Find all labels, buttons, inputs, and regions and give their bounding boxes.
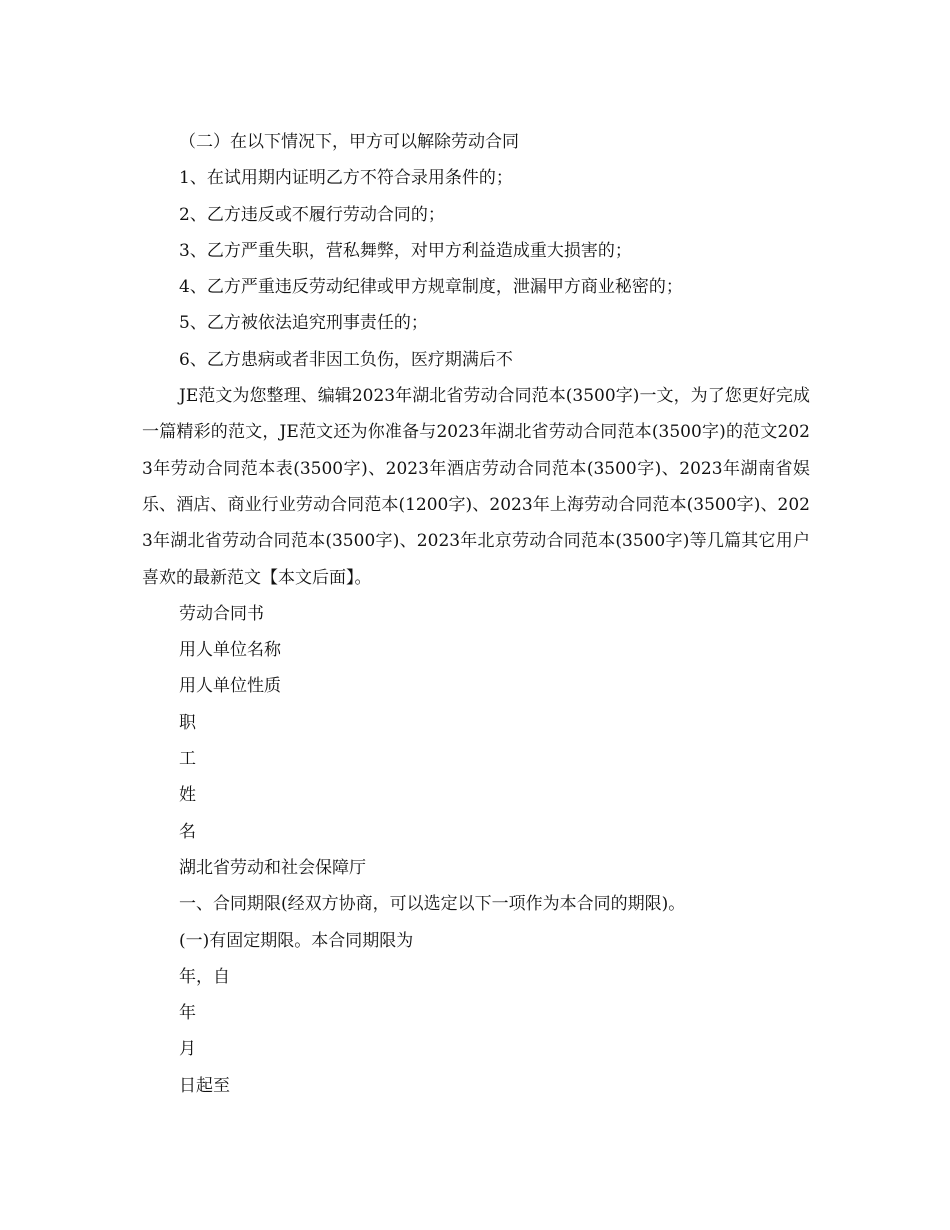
paragraph-item-3: 3、乙方严重失职，营私舞弊，对甲方利益造成重大损害的；: [179, 240, 632, 261]
paragraph-employer-name: 用人单位名称: [179, 640, 281, 661]
paragraph-issuing-department: 湖北省劳动和社会保障厅: [179, 857, 366, 878]
paragraph-item-4: 4、乙方严重违反劳动纪律或甲方规章制度，泄漏甲方商业秘密的；: [179, 277, 683, 298]
paragraph-staff-char-2: 工: [179, 749, 196, 770]
paragraph-day-until: 日起至: [179, 1075, 230, 1096]
paragraph-item-6: 6、乙方患病或者非因工负伤，医疗期满后不: [179, 349, 513, 370]
paragraph-termination-heading: （二）在以下情况下，甲方可以解除劳动合同: [179, 132, 519, 152]
paragraph-staff-char-1: 职: [179, 712, 196, 733]
paragraph-year-from: 年，自: [179, 966, 230, 987]
paragraph-contract-term: 一、合同期限(经双方协商，可以选定以下一项作为本合同的期限)。: [179, 894, 686, 915]
paragraph-editor-note: JE范文为您整理、编辑2023年湖北省劳动合同范本(3500字)一文，为了您更好完成一篇精彩的范文，JE范文还为你准备与2023年湖北省劳动合同范本(3500字)的范文2023年劳动合同范本表(3500字)、2023年酒店劳动合同范本(3500字)、2023年湖南省娱乐、酒店、商业行业劳动合同范本(1200字)、2023年上海劳动合同范本(3500字)、2023年湖北省劳动合同范本(3500字)、2023年北京劳动合同范本(3500字)等几篇其它用户喜欢的最新范文【本文后面】。: [142, 386, 810, 588]
paragraph-year: 年: [179, 1003, 196, 1024]
paragraph-month: 月: [179, 1039, 196, 1060]
paragraph-item-1: 1、在试用期内证明乙方不符合录用条件的；: [179, 168, 513, 189]
paragraph-name-char-2: 名: [179, 821, 196, 842]
paragraph-fixed-term: (一)有固定期限。本合同期限为: [179, 930, 414, 951]
document-body: [142, 124, 810, 1104]
paragraph-name-char-1: 姓: [179, 785, 196, 806]
paragraph-contract-title: 劳动合同书: [179, 603, 264, 624]
paragraph-employer-type: 用人单位性质: [179, 676, 281, 697]
paragraph-item-5: 5、乙方被依法追究刑事责任的；: [179, 313, 428, 334]
paragraph-item-2: 2、乙方违反或不履行劳动合同的；: [179, 204, 445, 225]
